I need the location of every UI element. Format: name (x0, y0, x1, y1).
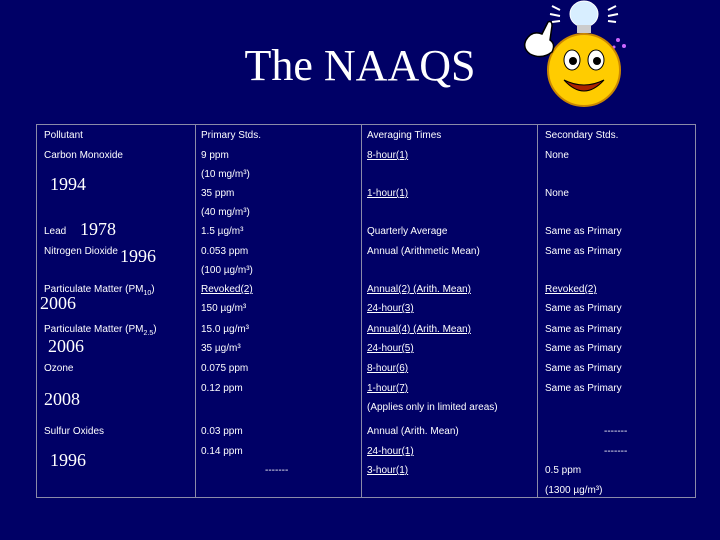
co-primary-2-unit: (40 mg/m³) (201, 207, 250, 218)
header-pollutant: Pollutant (44, 130, 83, 141)
page-title: The NAAQS (244, 41, 476, 90)
lead-secondary: Same as Primary (545, 226, 622, 237)
co-secondary-1: None (545, 150, 569, 161)
lightbulb-smiley-icon (518, 0, 630, 108)
year-co: 1994 (50, 174, 86, 194)
year-lead: 1978 (80, 219, 116, 239)
co-secondary-2: None (545, 188, 569, 199)
pm25-secondary-2: Same as Primary (545, 343, 622, 354)
so2-secondary-1: ------- (604, 426, 628, 437)
header-secondary: Secondary Stds. (545, 130, 619, 141)
ozone-secondary-1: Same as Primary (545, 363, 622, 374)
pm25-primary-1: 15.0 µg/m³ (201, 324, 250, 335)
so2-primary-2: 0.14 ppm (201, 446, 243, 457)
pollutant-no2: Nitrogen Dioxide (44, 246, 118, 257)
no2-primary: 0.053 ppm (201, 246, 249, 257)
no2-primary-unit: (100 µg/m³) (201, 265, 253, 276)
so2-averaging-1: Annual (Arith. Mean) (367, 426, 459, 437)
year-so2: 1996 (50, 450, 86, 470)
ozone-averaging-2-note: (Applies only in limited areas) (367, 402, 498, 413)
ozone-primary-1: 0.075 ppm (201, 363, 249, 374)
so2-averaging-3-link[interactable]: 3-hour(1) (367, 465, 409, 476)
co-averaging-2-link[interactable]: 1-hour(1) (367, 188, 409, 199)
pollutant-so2: Sulfur Oxides (44, 426, 105, 437)
pm25-secondary-1: Same as Primary (545, 324, 622, 335)
co-primary-2: 35 ppm (201, 188, 235, 199)
so2-secondary-2: ------- (604, 446, 628, 457)
year-no2: 1996 (120, 246, 156, 266)
pm10-primary-2: 150 µg/m³ (201, 303, 247, 314)
ozone-averaging-1-link[interactable]: 8-hour(6) (367, 363, 409, 374)
ozone-secondary-2: Same as Primary (545, 383, 622, 394)
so2-secondary-3: 0.5 ppm (545, 465, 582, 476)
pm10-averaging-2-link[interactable]: 24-hour(3) (367, 303, 414, 314)
so2-primary-3: ------- (265, 465, 289, 476)
pm25-averaging-2-link[interactable]: 24-hour(5) (367, 343, 414, 354)
pm10-secondary-1-link[interactable]: Revoked(2) (545, 284, 597, 295)
no2-averaging: Annual (Arithmetic Mean) (367, 246, 480, 257)
pm25-primary-2: 35 µg/m³ (201, 343, 241, 354)
lead-averaging: Quarterly Average (367, 226, 448, 237)
header-primary: Primary Stds. (201, 130, 262, 141)
year-pm10: 2006 (40, 293, 76, 313)
pm10-secondary-2: Same as Primary (545, 303, 622, 314)
lead-primary: 1.5 µg/m³ (201, 226, 244, 237)
pollutant-lead: Lead (44, 226, 67, 237)
ozone-averaging-2-link[interactable]: 1-hour(7) (367, 383, 409, 394)
pollutant-pm10: Particulate Matter $(PM_{10})$ (44, 284, 155, 297)
no2-secondary: Same as Primary (545, 246, 622, 257)
pm10-averaging-1-link[interactable]: Annual(2) (Arith. Mean) (367, 284, 471, 295)
so2-averaging-2-link[interactable]: 24-hour(1) (367, 446, 414, 457)
so2-secondary-3-unit: (1300 µg/m³) (545, 485, 603, 496)
co-averaging-1-link[interactable]: 8-hour(1) (367, 150, 409, 161)
so2-primary-1: 0.03 ppm (201, 426, 243, 437)
pollutant-ozone: Ozone (44, 363, 74, 374)
header-averaging: Averaging Times (367, 130, 442, 141)
pm25-averaging-1-link[interactable]: Annual(4) (Arith. Mean) (367, 324, 471, 335)
year-pm25: 2006 (48, 336, 84, 356)
co-primary-1: 9 ppm (201, 150, 229, 161)
year-ozone: 2008 (44, 389, 80, 409)
ozone-primary-2: 0.12 ppm (201, 383, 243, 394)
column-divider (195, 124, 196, 498)
pollutant-co: Carbon Monoxide (44, 150, 123, 161)
column-divider (361, 124, 362, 498)
co-primary-1-unit: (10 mg/m³) (201, 169, 250, 180)
pollutant-pm25: Particulate Matter $(PM_{2.5})$ (44, 324, 157, 337)
pm10-primary-1-link[interactable]: Revoked(2) (201, 284, 253, 295)
column-divider (537, 124, 538, 498)
